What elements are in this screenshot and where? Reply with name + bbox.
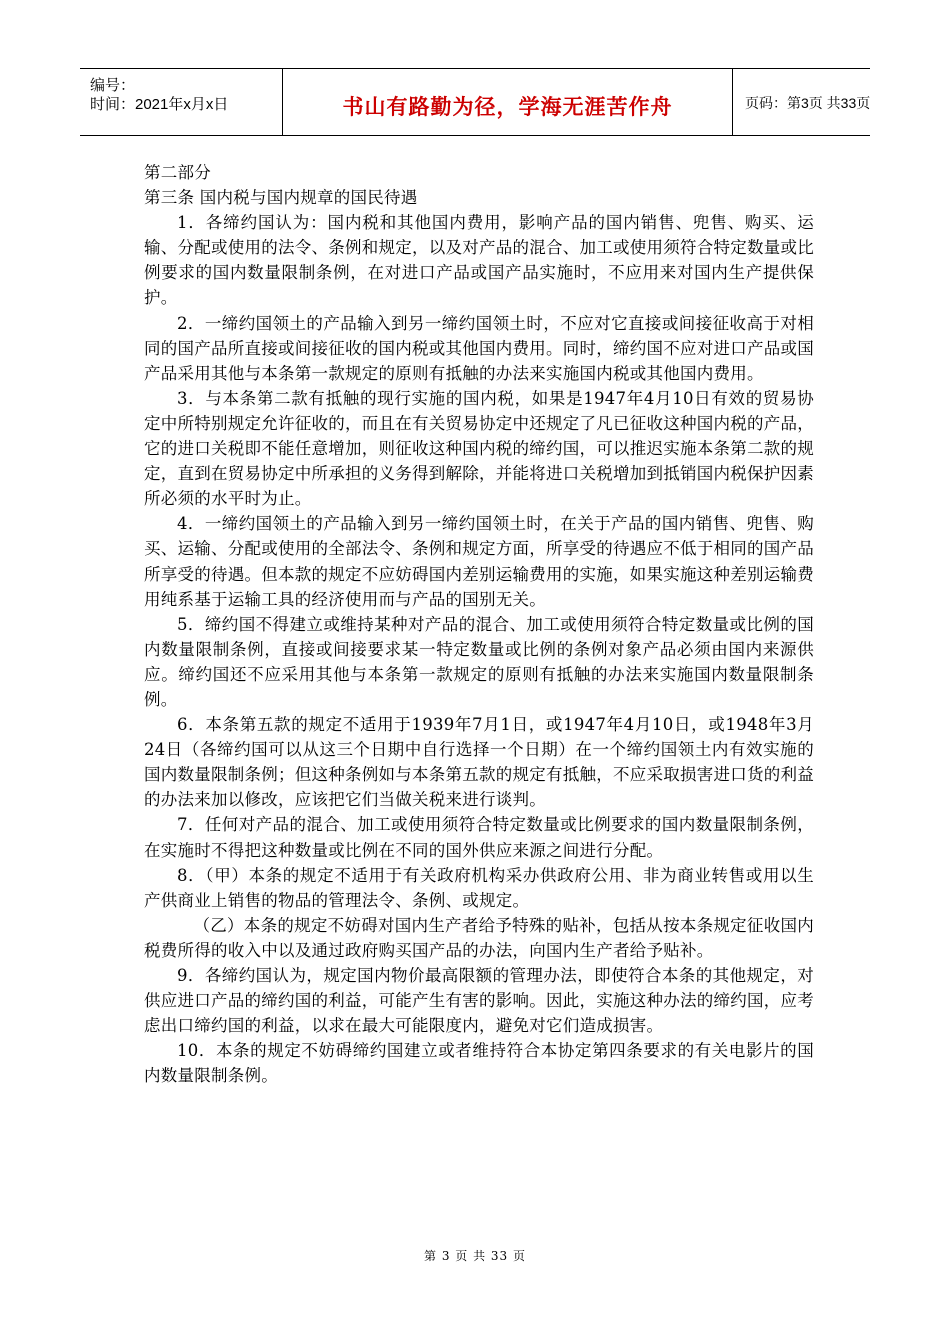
page-footer: 第 3 页 共 33 页 [424,1249,526,1263]
document-body [144,160,814,1088]
part-title: 第二部分 [144,163,211,182]
header-page-cell [733,69,870,135]
paragraph-4: 4．一缔约国领土的产品输入到另一缔约国领土时，在关于产品的国内销售、兜售、购买、运输、分配或使用的全部法令、条例和规定方面，所享受的待遇应不低于相同的国产品所享受的待遇。但本款的规定不应妨碍国内差别运输费用的实施，如果实施这种差别运输费用纯系基于运输工具的经济使用而与产品的国别无关。 [144,514,814,609]
paragraph-3: 3．与本条第二款有抵触的现行实施的国内税，如果是1947年4月10日有效的贸易协定中所特别规定允许征收的，而且在有关贸易协定中还规定了凡已征收这种国内税的产品，它的进口关税即不能任意增加，则征收这种国内税的缔约国，可以推迟实施本条第二款的规定，直到在贸易协定中所承担的义务得到解除，并能将进口关税增加到抵销国内税保护因素所必须的水平时为止。 [144,388,814,509]
document-header [80,68,870,136]
header-motto-cell [283,69,733,135]
paragraph-1: 1．各缔约国认为：国内税和其他国内费用，影响产品的国内销售、兜售、购买、运输、分配或使用的法令、条例和规定，以及对产品的混合、加工或使用须符合特定数量或比例要求的国内数量限制条例，在对进口产品或国产品实施时，不应用来对国内生产提供保护。 [144,213,814,308]
paragraph-6: 6．本条第五款的规定不适用于1939年7月1日，或1947年4月10日，或1948年3月24日（各缔约国可以从这三个日期中自行选择一个日期）在一个缔约国领土内有效实施的国内数量限制条例；但这种条例如与本条第五款的规定有抵触，不应采取损害进口货的利益的办法来加以修改，应该把它们当做关税来进行谈判。 [144,715,814,810]
document-time-label: 时间：2021年x月x日 [90,96,229,113]
header-motto: 书山有路勤为径，学海无涯苦作舟 [342,95,673,119]
header-page-code: 页码：第3页 共33页 [745,95,871,111]
paragraph-8b: （乙）本条的规定不妨碍对国内生产者给予特殊的贴补，包括从按本条规定征收国内税费所得的收入中以及通过政府购买国产品的办法，向国内生产者给予贴补。 [144,915,814,960]
paragraph-8a: 8．（甲）本条的规定不适用于有关政府机构采办供政府公用、非为商业转售或用以生产供商业上销售的物品的管理法令、条例、或规定。 [144,865,814,910]
header-info-cell [80,69,283,135]
paragraph-7: 7．任何对产品的混合、加工或使用须符合特定数量或比例要求的国内数量限制条例，在实施时不得把这种数量或比例在不同的国外供应来源之间进行分配。 [144,815,814,860]
paragraph-5: 5．缔约国不得建立或维持某种对产品的混合、加工或使用须符合特定数量或比例的国内数量限制条例，直接或间接要求某一特定数量或比例的条例对象产品必须由国内来源供应。缔约国还不应采用其他与本条第一款规定的原则有抵触的办法来实施国内数量限制条例。 [144,614,814,709]
paragraph-9: 9．各缔约国认为，规定国内物价最高限额的管理办法，即使符合本条的其他规定，对供应进口产品的缔约国的利益，可能产生有害的影响。因此，实施这种办法的缔约国，应考虑出口缔约国的利益，以求在最大可能限度内，避免对它们造成损害。 [144,966,814,1036]
paragraph-2: 2．一缔约国领土的产品输入到另一缔约国领土时，不应对它直接或间接征收高于对相同的国产品所直接或间接征收的国内税或其他国内费用。同时，缔约国不应对进口产品或国产品采用其他与本条第一款规定的原则有抵触的办法来实施国内税或其他国内费用。 [144,313,814,383]
document-number-label: 编号： [90,77,136,94]
paragraph-10: 10．本条的规定不妨碍缔约国建立或者维持符合本协定第四条要求的有关电影片的国内数量限制条例。 [144,1041,814,1086]
article-title: 第三条 国内税与国内规章的国民待遇 [144,188,418,208]
